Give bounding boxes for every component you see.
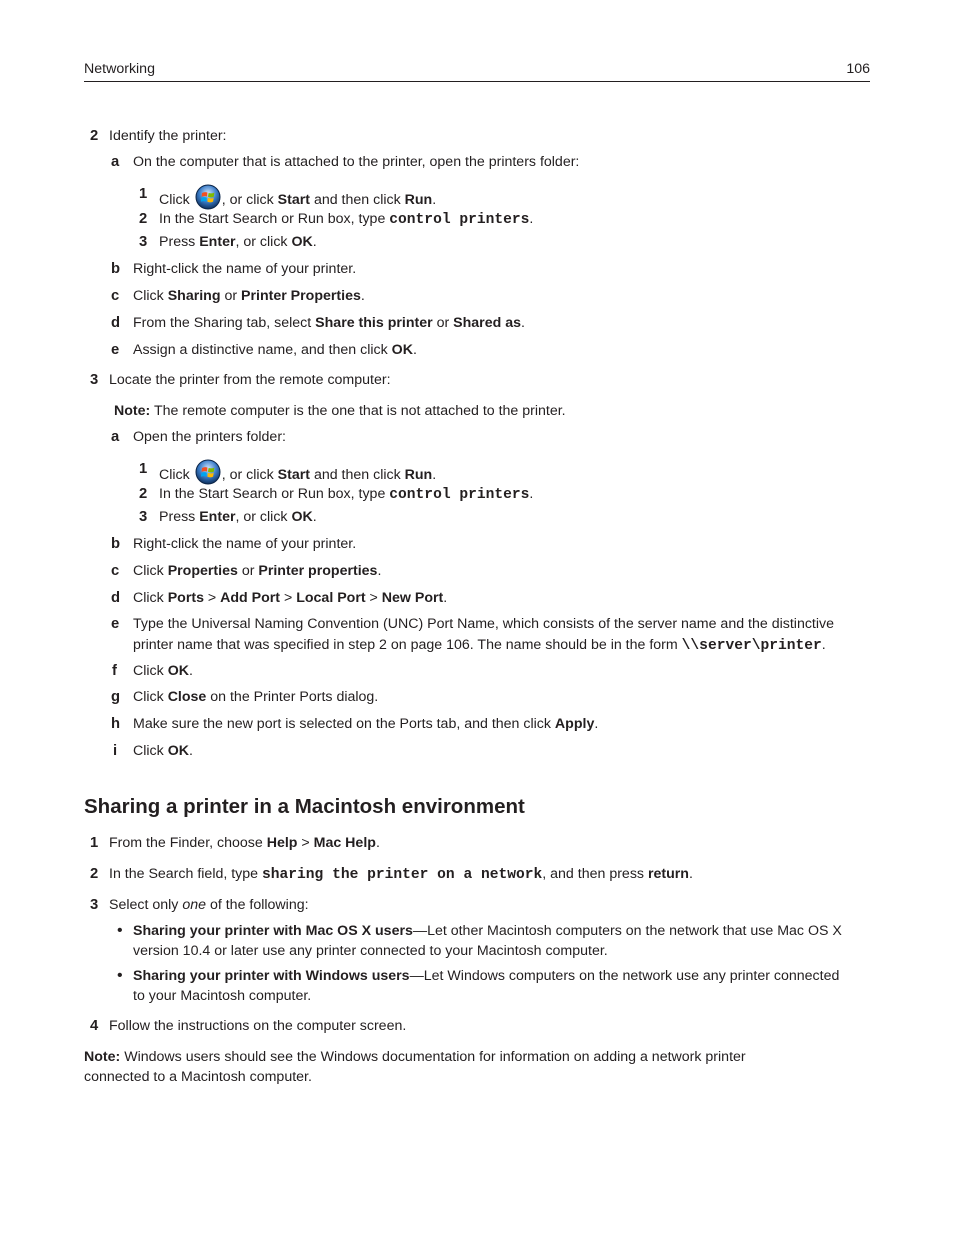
text: . <box>821 637 826 653</box>
step-number: 3 <box>90 897 99 913</box>
section-title: Sharing a printer in a Macintosh environment <box>84 795 525 818</box>
substep-text: Right-click the name of your printer. <box>133 261 357 277</box>
subsubstep-number: 1 <box>139 186 148 202</box>
subsubstep-number: 3 <box>139 509 148 525</box>
local-port-label: Local Port <box>296 590 366 606</box>
step-text: Identify the printer: <box>109 128 227 144</box>
subsubstep-number: 2 <box>139 486 148 502</box>
note-text: The remote computer is the one that is not attached to the printer. <box>150 403 566 419</box>
step-number: 4 <box>90 1018 99 1034</box>
text: > <box>365 590 382 606</box>
text: > <box>203 590 221 606</box>
substep-marker: a <box>111 429 120 445</box>
code-text: \\server\printer <box>681 638 822 654</box>
text: From the Sharing tab, select <box>133 315 316 331</box>
help-label: Help <box>266 835 298 851</box>
text: and then click <box>310 192 405 208</box>
text: Click <box>133 288 168 304</box>
text: Assign a distinctive name, and then click <box>133 342 392 358</box>
header-page-number: 106 <box>846 61 870 77</box>
text: Click <box>133 663 168 679</box>
text: , or click <box>221 467 278 483</box>
substep-marker: h <box>111 716 121 732</box>
text: . <box>188 663 193 679</box>
text: . <box>188 743 193 759</box>
text: of the following: <box>206 897 309 913</box>
code-text: control printers <box>389 487 530 503</box>
text: Click <box>133 563 168 579</box>
code-text: control printers <box>389 212 530 228</box>
text: , or click <box>235 509 292 525</box>
text: > <box>280 590 297 606</box>
step-text: Locate the printer from the remote computer: <box>109 372 391 388</box>
text: , or click <box>235 234 292 250</box>
substep-marker: f <box>112 663 117 679</box>
printer-properties-label: Printer properties <box>258 563 378 579</box>
run-label: Run <box>404 467 433 483</box>
text: . <box>432 467 437 483</box>
text: . <box>375 835 380 851</box>
close-label: Close <box>167 689 207 705</box>
ok-label: OK <box>167 663 189 679</box>
bullet-icon: • <box>117 922 123 939</box>
step-number: 1 <box>90 835 99 851</box>
code-text: sharing the printer on a network <box>262 867 543 883</box>
substep-marker: d <box>111 315 121 331</box>
text: . <box>377 563 382 579</box>
bullet-title: Sharing your printer with Windows users <box>133 968 410 984</box>
apply-label: Apply <box>554 716 595 732</box>
text: From the Finder, choose <box>109 835 267 851</box>
text: . <box>529 486 534 502</box>
bullet-icon: • <box>117 967 123 984</box>
substep-text-line-2: printer name that was specified in step 2 on page 106. The name should be in the form <box>133 637 682 653</box>
substep-text: Open the printers folder: <box>133 429 286 445</box>
text: . <box>688 866 693 882</box>
ports-label: Ports <box>167 590 204 606</box>
enter-label: Enter <box>199 234 236 250</box>
emphasis-text: one <box>182 897 207 913</box>
windows-start-orb-icon <box>195 459 221 485</box>
text: . <box>594 716 599 732</box>
substep-marker: a <box>111 154 120 170</box>
text: and then click <box>310 467 405 483</box>
step-number: 3 <box>90 372 99 388</box>
substep-text-line-1: Type the Universal Naming Convention (UNC) Port Name, which consists of the server name and the distinctive <box>133 616 835 632</box>
text: or <box>220 288 242 304</box>
ok-label: OK <box>291 234 313 250</box>
note-text-line-2: connected to a Macintosh computer. <box>84 1069 312 1085</box>
text: . <box>529 211 534 227</box>
mac-help-label: Mac Help <box>313 835 376 851</box>
subsubstep-number: 2 <box>139 211 148 227</box>
text: . <box>520 315 525 331</box>
bullet-title: Sharing your printer with Mac OS X users <box>133 923 413 939</box>
subsubstep-number: 3 <box>139 234 148 250</box>
text: In the Start Search or Run box, type <box>159 486 390 502</box>
text: . <box>443 590 448 606</box>
text: , and then press <box>542 866 648 882</box>
text: Click <box>133 590 168 606</box>
substep-marker: e <box>111 616 120 632</box>
note-label: Note: <box>84 1049 121 1065</box>
text: , or click <box>221 192 278 208</box>
text: . <box>412 342 417 358</box>
new-port-label: New Port <box>381 590 444 606</box>
text: . <box>312 509 317 525</box>
substep-marker: i <box>113 743 118 759</box>
printer-properties-label: Printer Properties <box>241 288 361 304</box>
text: Make sure the new port is selected on the Ports tab, and then click <box>133 716 555 732</box>
return-label: return <box>647 866 689 882</box>
text: Select only <box>109 897 183 913</box>
substep-marker: c <box>111 288 120 304</box>
substep-marker: b <box>111 536 121 552</box>
ok-label: OK <box>391 342 413 358</box>
sharing-label: Sharing <box>167 288 221 304</box>
text: Click <box>133 689 168 705</box>
run-label: Run <box>404 192 433 208</box>
ok-label: OK <box>291 509 313 525</box>
enter-label: Enter <box>199 509 236 525</box>
text: Press <box>159 509 200 525</box>
header-rule <box>84 81 870 82</box>
substep-marker: d <box>111 590 121 606</box>
text: > <box>297 835 314 851</box>
text: or <box>237 563 259 579</box>
substep-marker: c <box>111 563 120 579</box>
text: or <box>432 315 454 331</box>
text: on the Printer Ports dialog. <box>206 689 379 705</box>
step-text: Follow the instructions on the computer screen. <box>109 1018 407 1034</box>
substep-marker: e <box>111 342 120 358</box>
windows-start-orb-icon <box>195 184 221 210</box>
text: Click <box>159 467 190 483</box>
text: Click <box>133 743 168 759</box>
substep-text: On the computer that is attached to the printer, open the printers folder: <box>133 154 580 170</box>
bullet-text-line-2: version 10.4 or later use any printer connected to your Macintosh computer. <box>133 943 608 959</box>
text: Press <box>159 234 200 250</box>
share-this-printer-label: Share this printer <box>315 315 433 331</box>
bullet-text-line-2: to your Macintosh computer. <box>133 988 312 1004</box>
subsubstep-number: 1 <box>139 461 148 477</box>
text: In the Search field, type <box>109 866 263 882</box>
note-text-line-1: Windows users should see the Windows documentation for information on adding a network printer <box>120 1049 746 1065</box>
bullet-text-line-1: —Let Windows computers on the network use any printer connected <box>409 968 840 984</box>
start-label: Start <box>277 192 310 208</box>
note-label: Note: <box>114 403 151 419</box>
text: . <box>432 192 437 208</box>
step-number: 2 <box>90 866 99 882</box>
substep-marker: g <box>111 689 121 705</box>
shared-as-label: Shared as <box>453 315 521 331</box>
text: . <box>312 234 317 250</box>
header-section: Networking <box>84 61 155 77</box>
text: In the Start Search or Run box, type <box>159 211 390 227</box>
text: Click <box>159 192 190 208</box>
properties-label: Properties <box>167 563 238 579</box>
substep-text: Right-click the name of your printer. <box>133 536 357 552</box>
ok-label: OK <box>167 743 189 759</box>
text: . <box>360 288 365 304</box>
bullet-text-line-1: —Let other Macintosh computers on the network that use Mac OS X <box>412 923 842 939</box>
substep-marker: b <box>111 261 121 277</box>
start-label: Start <box>277 467 310 483</box>
step-number: 2 <box>90 128 99 144</box>
add-port-label: Add Port <box>220 590 281 606</box>
